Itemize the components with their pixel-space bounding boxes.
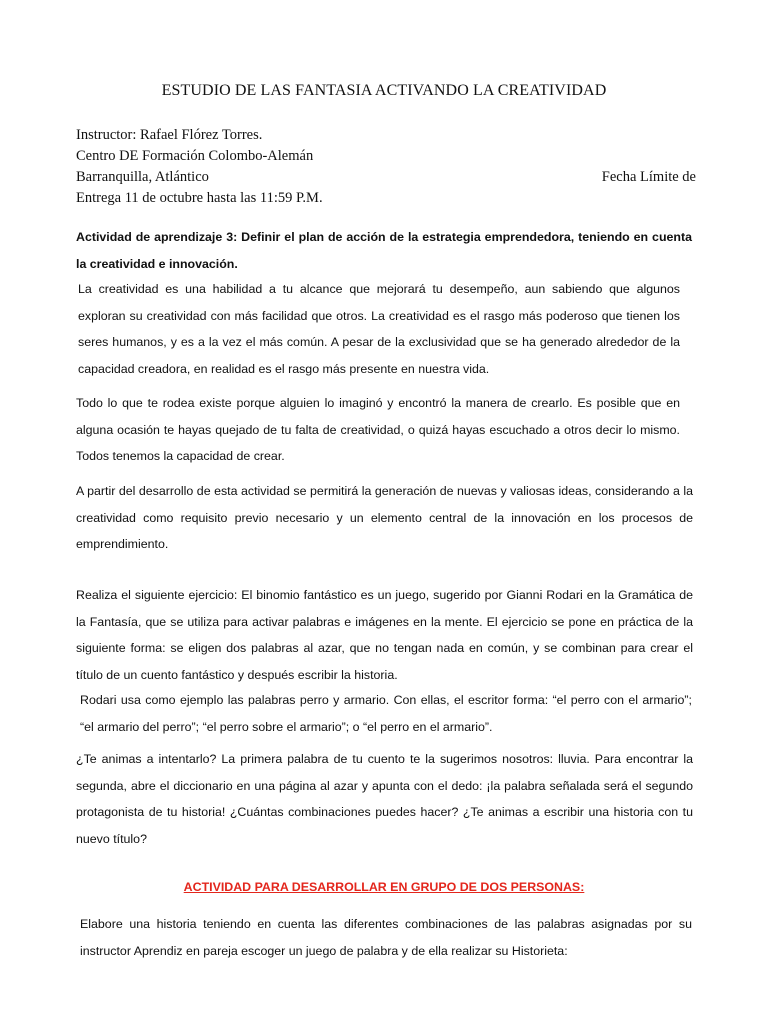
document-title: ESTUDIO DE LAS FANTASIA ACTIVANDO LA CREATIVIDAD [161, 82, 607, 99]
group-activity-heading: ACTIVIDAD PARA DESARROLLAR EN GRUPO DE DOS PERSONAS: [183, 880, 585, 894]
paragraph-challenge: ¿Te animas a intentarlo? La primera palabra de tu cuento te la sugerimos nosotros: lluvia. Para encontrar la segunda, abre el diccionario en una página al azar y apunta con el dedo: ¡la palabra señalada será el segundo protagonista de tu historia! ¿Cuántas combinaciones puedes hacer? ¿Te animas a escribir una historia con tu nuevo título? [76, 752, 693, 846]
paragraph-instructions: Elabore una historia teniendo en cuenta las diferentes combinaciones de las palabras asignadas por su instructor Aprendiz en pareja escoger un juego de palabra y de ella realizar su Historieta: [80, 917, 692, 958]
paragraph-development: A partir del desarrollo de esta actividad se permitirá la generación de nuevas y valiosas ideas, considerando a la creatividad como requisito previo necesario y un elemento central de la innovación en los procesos de emprendimiento. [76, 484, 693, 551]
paragraph-exercise: Realiza el siguiente ejercicio: El binomio fantástico es un juego, sugerido por Gianni Rodari en la Gramática de la Fantasía, que se utiliza para activar palabras e imágenes en la mente. El ejercicio se pone en práctica de la siguiente forma: se eligen dos palabras al azar, que no tengan nada en común, y se combinan para crear el título de un cuento fantástico y después escribir la historia. [76, 588, 693, 682]
paragraph-rodari: Rodari usa como ejemplo las palabras perro y armario. Con ellas, el escritor forma: “el perro con el armario”; “el armario del perro”; “el perro sobre el armario”; o “el perro en el armario”. [80, 693, 692, 734]
city-line: Barranquilla, Atlántico [76, 169, 209, 185]
city-deadline-row [76, 167, 696, 188]
paragraph-everything: Todo lo que te rodea existe porque alguien lo imaginó y encontró la manera de crearlo. Es posible que en alguna ocasión te hayas quejado de tu falta de creatividad, o quizá hayas escuchado a otros decir lo mismo. Todos tenemos la capacidad de crear. [76, 396, 680, 463]
paragraph-creativity: La creatividad es una habilidad a tu alcance que mejorará tu desempeño, aun sabiendo que algunos exploran su creatividad con más facilidad que otros. La creatividad es el rasgo más poderoso que tienen los seres humanos, y es a la vez el más común. A pesar de la exclusividad que se ha generado alrededor de la capacidad creadora, en realidad es el rasgo más presente en nuestra vida. [78, 282, 680, 376]
activity-title: Actividad de aprendizaje 3: Definir el plan de acción de la estrategia emprendedora, teniendo en cuenta la creatividad e innovación. [76, 230, 692, 271]
deadline-label: Fecha Límite de [601, 169, 696, 185]
header-info [76, 125, 696, 209]
deadline-line: Entrega 11 de octubre hasta las 11:59 P.M. [76, 190, 323, 206]
instructor-line: Instructor: Rafael Flórez Torres. [76, 127, 263, 143]
center-line: Centro DE Formación Colombo-Alemán [76, 148, 314, 164]
